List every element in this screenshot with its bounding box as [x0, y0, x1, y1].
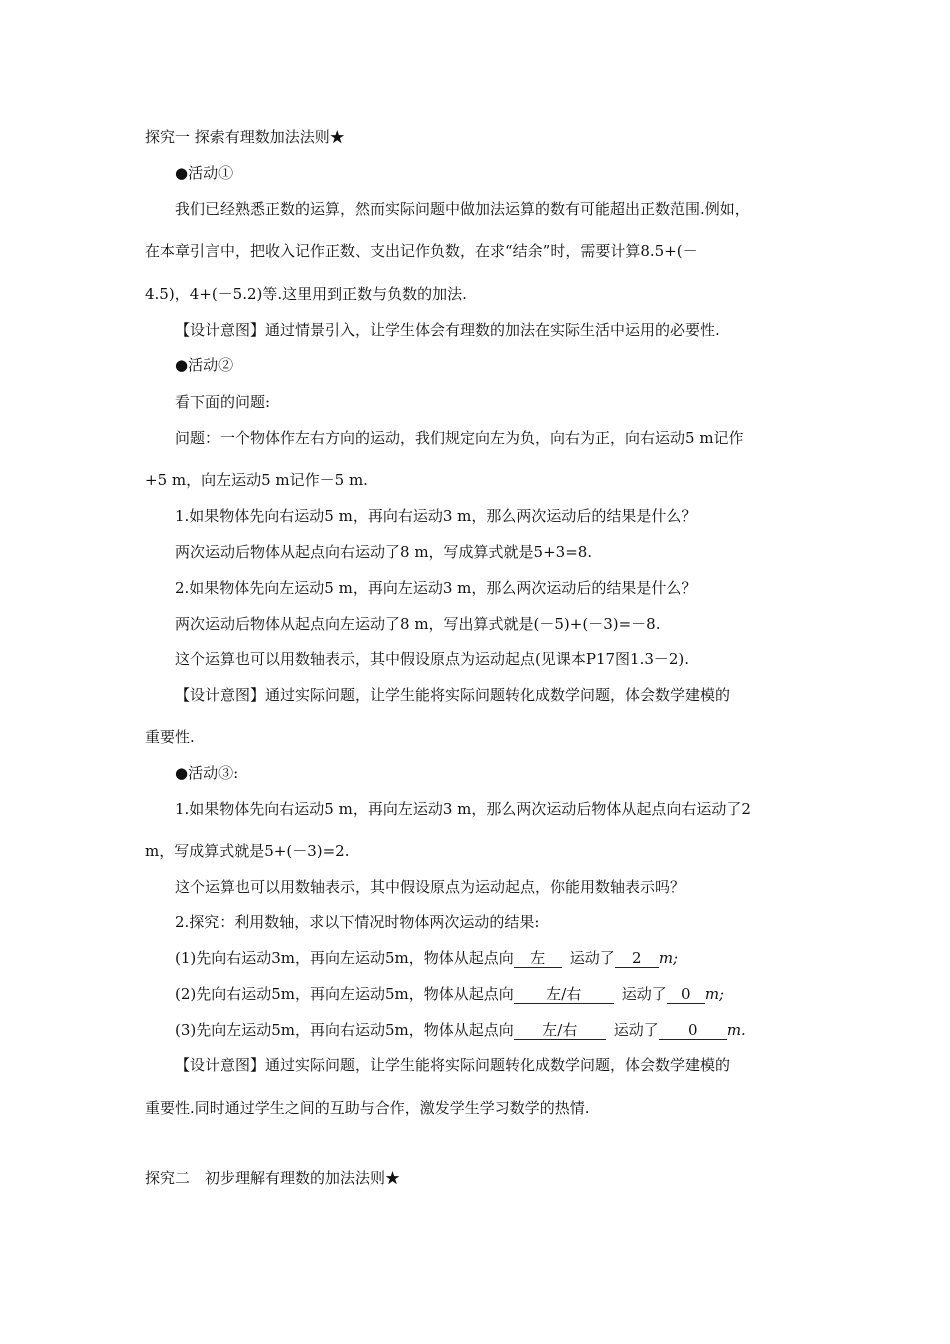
item-prefix: (3)先向左运动5m，再向右运动5m，物体从起点向: [175, 1021, 514, 1039]
activity3-explore: 2.探究：利用数轴，求以下情况时物体两次运动的结果:: [175, 913, 540, 931]
activity2-problem-line1: 问题：一个物体作左右方向的运动，我们规定向左为负，向右为正，向右运动5 m记作: [175, 429, 744, 447]
item-mid: 运动了: [613, 1021, 659, 1039]
direction-answer: 左/右: [514, 1021, 606, 1040]
activity3-heading: ●活动③:: [175, 764, 239, 782]
item-unit: m;: [658, 949, 679, 967]
activity2-note: 这个运算也可以用数轴表示，其中假设原点为运动起点(见课本P17图1.3－2).: [175, 650, 690, 668]
item-mid: 运动了: [621, 985, 667, 1003]
activity2-design-line2: 重要性.: [145, 728, 195, 746]
distance-answer: 2: [615, 949, 659, 968]
activity3-note: 这个运算也可以用数轴表示，其中假设原点为运动起点，你能用数轴表示吗？: [175, 878, 686, 896]
activity1-paragraph-line1: 我们已经熟悉正数的运算，然而实际问题中做加法运算的数有可能超出正数范围.例如，: [175, 200, 750, 218]
activity2-answer1: 两次运动后物体从起点向右运动了8 m，写成算式就是5+3=8.: [175, 543, 593, 561]
activity3-item: [175, 948, 678, 968]
item-unit: m.: [726, 1021, 746, 1039]
activity3-item: [175, 1020, 746, 1040]
item-prefix: (1)先向右运动3m，再向左运动5m，物体从起点向: [175, 949, 514, 967]
direction-answer: 左: [514, 949, 562, 968]
activity3-question1-line2: m，写成算式就是5+(－3)=2.: [145, 842, 350, 860]
item-unit: m;: [704, 985, 725, 1003]
activity3-design-line2: 重要性.同时通过学生之间的互助与合作，激发学生学习数学的热情.: [145, 1099, 590, 1117]
activity1-paragraph-line2: 在本章引言中，把收入记作正数、支出记作负数，在求“结余”时，需要计算8.5+(－: [145, 242, 698, 260]
activity3-item: [175, 984, 724, 1004]
section2-title: 探究二 初步理解有理数的加法法则★: [145, 1169, 401, 1187]
activity3-design-line1: 【设计意图】通过实际问题，让学生能将实际问题转化成数学问题，体会数学建模的: [175, 1056, 731, 1074]
activity3-question1-line1: 1.如果物体先向右运动5 m，再向左运动3 m，那么两次运动后物体从起点向右运动了2: [175, 800, 751, 818]
direction-answer: 左/右: [514, 985, 614, 1004]
activity1-paragraph-line3: 4.5)，4+(－5.2)等.这里用到正数与负数的加法.: [145, 285, 467, 303]
activity1-heading: ●活动①: [175, 164, 234, 182]
item-mid: 运动了: [569, 949, 615, 967]
distance-answer: 0: [667, 985, 705, 1004]
activity1-design-intent: 【设计意图】通过情景引入，让学生体会有理数的加法在实际生活中运用的必要性.: [175, 321, 720, 339]
activity2-question1: 1.如果物体先向右运动5 m，再向右运动3 m，那么两次运动后的结果是什么？: [175, 507, 697, 525]
activity2-intro: 看下面的问题:: [175, 393, 271, 411]
activity2-answer2: 两次运动后物体从起点向左运动了8 m，写出算式就是(－5)+(－3)=－8.: [175, 615, 661, 633]
activity2-problem-line2: +5 m，向左运动5 m记作－5 m.: [145, 471, 368, 489]
distance-answer: 0: [659, 1021, 727, 1040]
activity2-heading: ●活动②: [175, 356, 234, 374]
item-prefix: (2)先向右运动5m，再向左运动5m，物体从起点向: [175, 985, 514, 1003]
section1-title: 探究一 探索有理数加法法则★: [145, 128, 345, 146]
activity2-question2: 2.如果物体先向左运动5 m，再向左运动3 m，那么两次运动后的结果是什么？: [175, 579, 697, 597]
activity2-design-line1: 【设计意图】通过实际问题，让学生能将实际问题转化成数学问题，体会数学建模的: [175, 686, 731, 704]
